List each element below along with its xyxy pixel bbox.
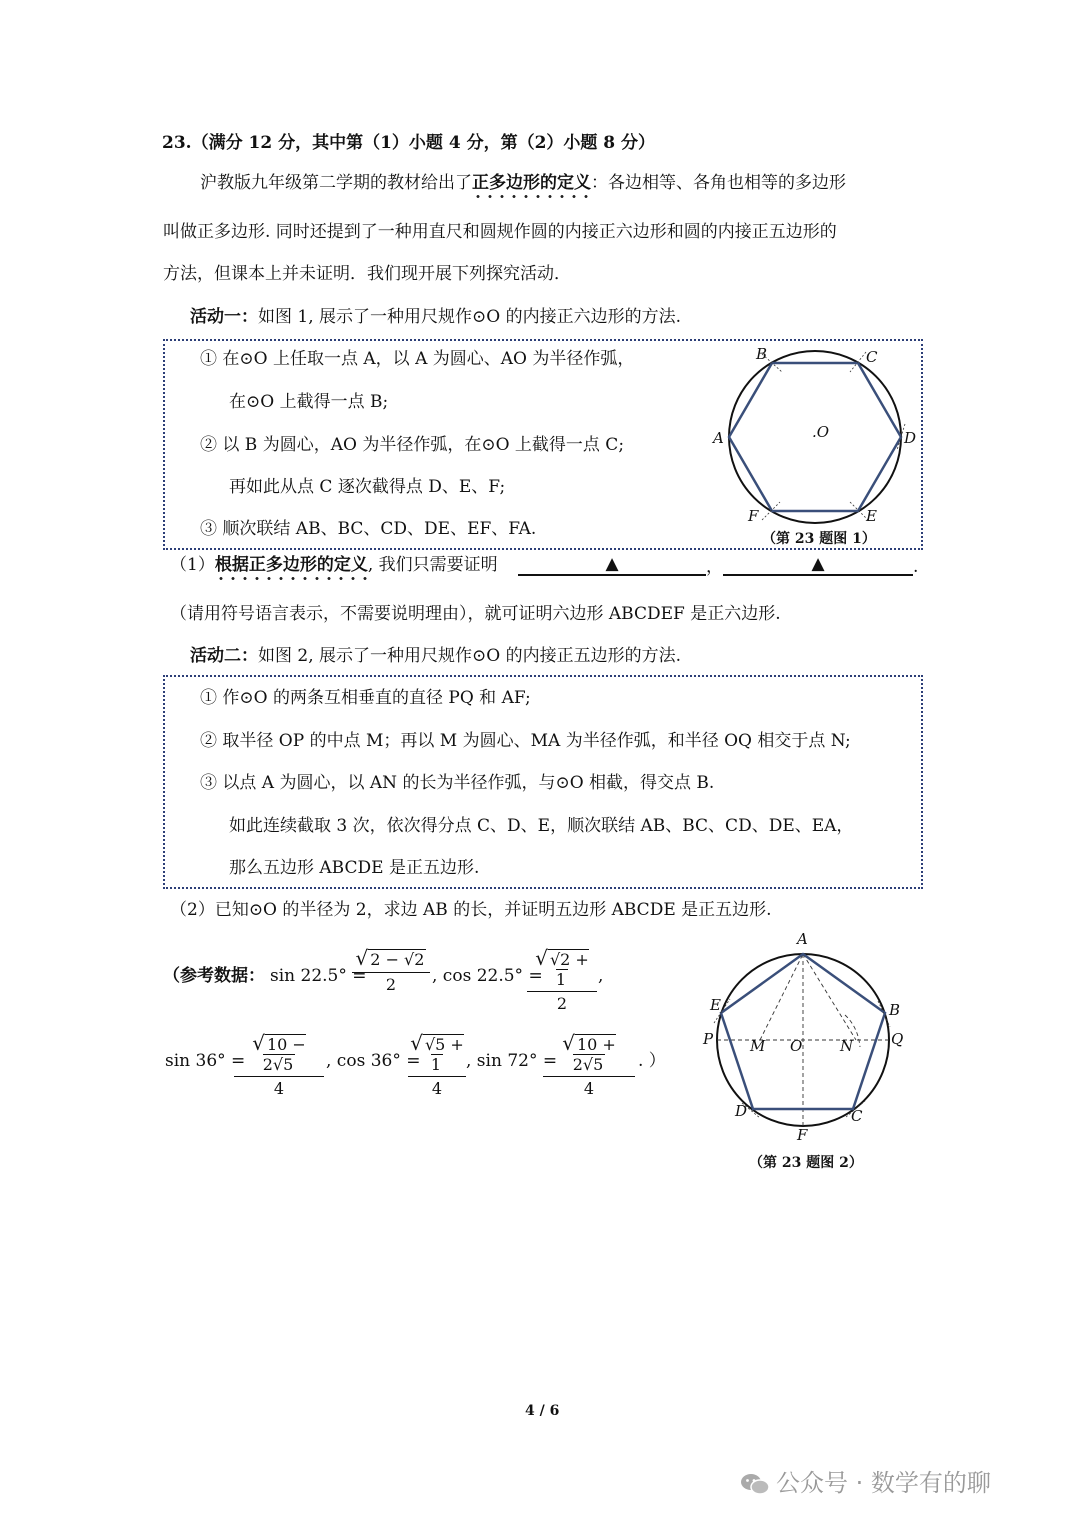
fig2-label-N: N (840, 1037, 854, 1055)
intro-line-2: 叫做正多边形. 同时还提到了一种用直尺和圆规作圆的内接正六边形和圆的内接正五边形的 (163, 222, 837, 242)
ref-cos36-label: , cos 36° = (326, 1051, 421, 1071)
figure1-hexagon (700, 340, 930, 550)
ref-sin225-label: sin 22.5° = (270, 966, 367, 986)
question-header: 23.（满分 12 分，其中第（1）小题 4 分，第（2）小题 8 分） (162, 133, 656, 153)
watermark: 公众号 · 数学有的聊 (740, 1463, 991, 1498)
fig2-label-O: O (790, 1037, 803, 1055)
fig1-label-E: E (866, 507, 877, 525)
definition-emphasis: 正多边形的定义 (472, 173, 591, 199)
ref-cos225-label: , cos 22.5° = (432, 966, 543, 986)
fig2-label-C: C (851, 1107, 863, 1125)
fig2-label-A: A (797, 930, 808, 948)
part1-line: （1）根据正多边形的定义, 我们只需要证明 (170, 557, 498, 574)
answer-blank-1[interactable]: ▲ (518, 556, 706, 576)
ref-sin72-label: , sin 72° = (466, 1051, 558, 1071)
fig1-label-F: F (748, 507, 759, 525)
fig2-label-E: E (710, 996, 721, 1014)
fig2-caption: （第 23 题图 2） (749, 1155, 863, 1171)
fig2-label-D: D (735, 1102, 748, 1120)
figure2-pentagon (700, 935, 920, 1145)
act1-step-1b: 在⊙O 上截得一点 B; (229, 392, 389, 412)
ref-sin225-frac: √ 2 − √2 2 (352, 946, 430, 994)
fig1-label-O: .O (812, 423, 830, 441)
activity1-heading: 活动一：如图 1, 展示了一种用尺规作⊙O 的内接正六边形的方法. (190, 307, 682, 327)
ref-sin36-label: sin 36° = (165, 1051, 246, 1071)
intro-line-3: 方法，但课本上并未证明．我们现开展下列探究活动． (163, 264, 571, 284)
act2-step-2: ② 取半径 OP 的中点 M；再以 M 为圆心、MA 为半径作弧，和半径 OQ 相交于点 N; (200, 731, 851, 751)
activity2-heading: 活动二：如图 2, 展示了一种用尺规作⊙O 的内接正五边形的方法. (190, 646, 682, 666)
act2-step-3b: 如此连续截取 3 次，依次得分点 C、D、E，顺次联结 AB、BC、CD、DE、EA， (229, 816, 854, 836)
definition-emphasis-2: 根据正多边形的定义 (215, 555, 368, 581)
ref-open: （参考数据： (163, 966, 265, 986)
answer-blank-2[interactable]: ▲ (723, 556, 913, 576)
act2-step-3: ③ 以点 A 为圆心，以 AN 的长为半径作弧，与⊙O 相截，得交点 B. (200, 773, 715, 793)
ref-cos225-frac: √ √2 + 1 2 (527, 946, 597, 1013)
wechat-icon (740, 1472, 770, 1496)
fig1-caption: （第 23 题图 1） (762, 531, 876, 547)
fig2-label-P: P (703, 1030, 714, 1048)
ref-sin72-frac: √ 10 + 2√5 4 (543, 1031, 635, 1098)
page-number: 4 / 6 (525, 1403, 560, 1419)
act1-step-3: ③ 顺次联结 AB、BC、CD、DE、EF、FA. (200, 519, 537, 539)
part1-line-2: （请用符号语言表示，不需要说明理由），就可证明六边形 ABCDEF 是正六边形. (170, 604, 781, 624)
fig1-label-A: A (713, 429, 724, 447)
ref-cos36-frac: √ √5 + 1 4 (408, 1031, 466, 1098)
intro-line-1: 沪教版九年级第二学期的教材给出了正多边形的定义：各边相等、各角也相等的多边形 (200, 175, 846, 192)
fig2-label-M: M (750, 1037, 766, 1055)
act1-step-1: ① 在⊙O 上任取一点 A，以 A 为圆心、AO 为半径作弧， (200, 349, 635, 369)
act2-step-3c: 那么五边形 ABCDE 是正五边形. (229, 858, 480, 878)
ref-sin36-frac: √ 10 − 2√5 4 (234, 1031, 324, 1098)
act1-step-2b: 再如此从点 C 逐次截得点 D、E、F; (229, 477, 506, 497)
fig2-label-F: F (797, 1126, 808, 1144)
part2-line: （2）已知⊙O 的半径为 2，求边 AB 的长，并证明五边形 ABCDE 是正五边形. (170, 900, 772, 920)
fig1-label-D: D (904, 429, 917, 447)
act1-step-2: ② 以 B 为圆心，AO 为半径作弧，在⊙O 上截得一点 C; (200, 435, 625, 455)
answer-blanks: ▲ ， ▲ . (518, 556, 918, 576)
fig2-label-Q: Q (891, 1030, 904, 1048)
ref-comma-1: , (598, 966, 604, 986)
act2-step-1: ① 作⊙O 的两条互相垂直的直径 PQ 和 AF; (200, 688, 531, 708)
fig1-label-C: C (866, 348, 878, 366)
ref-close: . ） (638, 1051, 666, 1071)
fig2-label-B: B (889, 1001, 901, 1019)
fig1-label-B: B (756, 345, 768, 363)
